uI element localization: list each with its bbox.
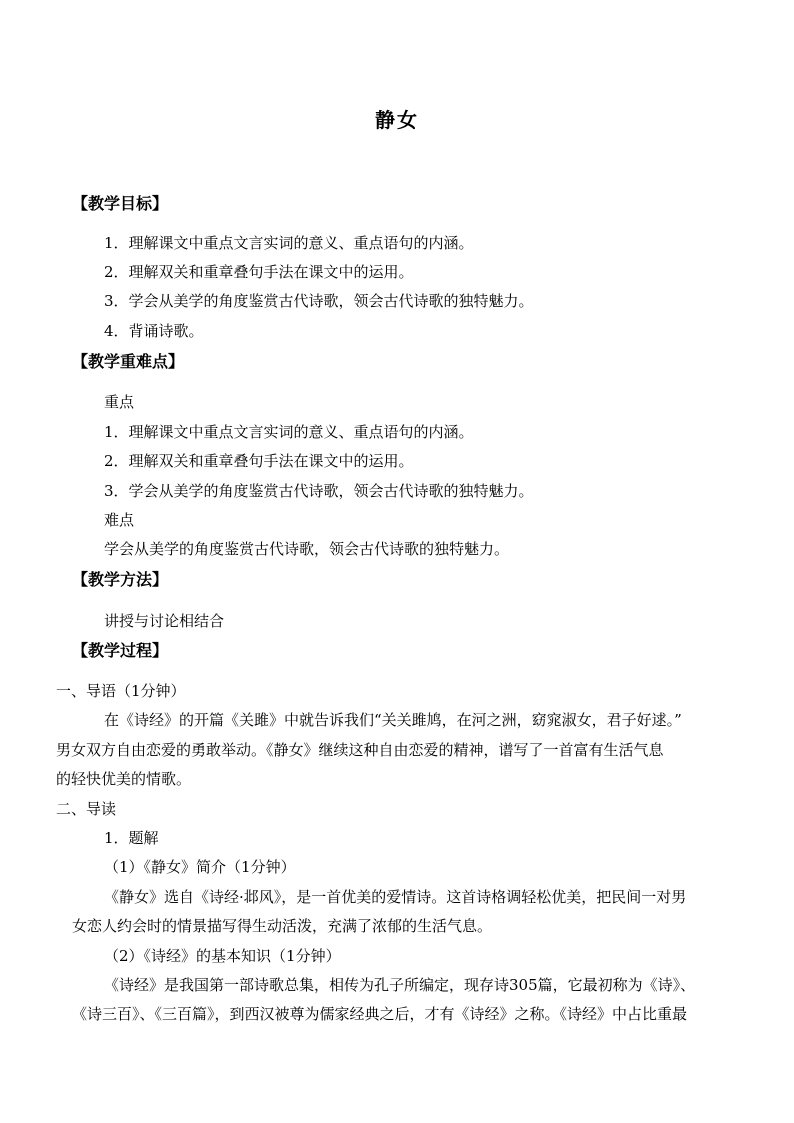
intro-line: 男女双方自由恋爱的勇敢举动。《静女》继续这种自由恋爱的精神，谱写了一首富有生活气息 bbox=[56, 741, 664, 759]
goal-item: 4．背诵诗歌。 bbox=[104, 322, 204, 340]
goal-item: 1．理解课文中重点文言实词的意义、重点语句的内涵。 bbox=[104, 234, 474, 252]
section-heading-key-points: 【教学重难点】 bbox=[72, 352, 185, 371]
reading-title: 二、导读 bbox=[56, 800, 117, 818]
topic-title: 1．题解 bbox=[104, 829, 159, 847]
section-heading-goals: 【教学目标】 bbox=[72, 194, 169, 213]
difficult-label: 难点 bbox=[104, 511, 135, 529]
intro-title: 一、导语（1分钟） bbox=[56, 682, 186, 700]
goal-item: 3．学会从美学的角度鉴赏古代诗歌，领会古代诗歌的独特魅力。 bbox=[104, 292, 534, 310]
intro-line: 在《诗经》的开篇《关雎》中就告诉我们“关关雎鸠，在河之洲，窈窕淑女，君子好逑。” bbox=[104, 711, 682, 729]
section-heading-method: 【教学方法】 bbox=[72, 570, 169, 589]
sub1-title: （1）《静女》简介（1分钟） bbox=[104, 858, 296, 876]
difficult-text: 学会从美学的角度鉴赏古代诗歌，领会古代诗歌的独特魅力。 bbox=[104, 540, 510, 558]
sub1-line: 女恋人约会时的情景描写得生动活泼，充满了浓郁的生活气息。 bbox=[72, 917, 493, 935]
intro-line: 的轻快优美的情歌。 bbox=[56, 770, 192, 788]
sub2-title: （2）《诗经》的基本知识（1分钟） bbox=[104, 947, 341, 965]
key-item: 2．理解双关和重章叠句手法在课文中的运用。 bbox=[104, 452, 414, 470]
key-item: 3．学会从美学的角度鉴赏古代诗歌，领会古代诗歌的独特魅力。 bbox=[104, 482, 534, 500]
sub1-line: 《静女》选自《诗经·邶风》，是一首优美的爱情诗。这首诗格调轻松优美，把民间一对男 bbox=[104, 888, 687, 906]
document-title: 静女 bbox=[375, 108, 419, 132]
method-text: 讲授与讨论相结合 bbox=[104, 612, 225, 630]
sub2-line: 《诗三百》、《三百篇》，到西汉被尊为儒家经典之后，才有《诗经》之称。《诗经》中占比重最 bbox=[72, 1005, 688, 1023]
key-item: 1．理解课文中重点文言实词的意义、重点语句的内涵。 bbox=[104, 423, 474, 441]
section-heading-process: 【教学过程】 bbox=[72, 641, 169, 660]
sub2-line: 《诗经》是我国第一部诗歌总集，相传为孔子所编定，现存诗305篇，它最初称为《诗》、 bbox=[104, 976, 696, 994]
goal-item: 2．理解双关和重章叠句手法在课文中的运用。 bbox=[104, 263, 414, 281]
key-label: 重点 bbox=[104, 393, 135, 411]
